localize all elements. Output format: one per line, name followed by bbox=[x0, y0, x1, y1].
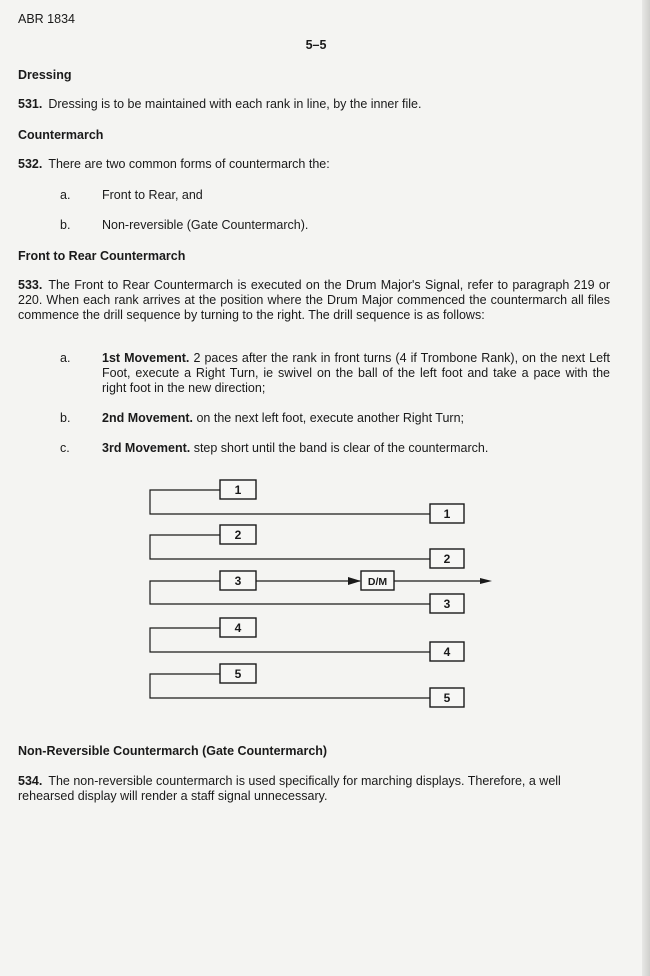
rank-label-4-front: 4 bbox=[234, 621, 242, 635]
rank-label-5-front: 5 bbox=[234, 667, 242, 681]
list-item bbox=[60, 218, 610, 233]
rank-label-4-rear: 4 bbox=[443, 645, 451, 659]
rank-label-3-front: 3 bbox=[234, 574, 242, 588]
list-letter: a. bbox=[60, 188, 71, 202]
heading-front-to-rear: Front to Rear Countermarch bbox=[18, 249, 186, 263]
list-letter: b. bbox=[60, 218, 71, 232]
list-text: 2 paces after the rank in front turns (4 if Trombone Rank), on the next Left Foot, execute a Right Turn, ie swivel on the ball of the left foot and take a pace with the right foot in the new direction; bbox=[102, 351, 610, 395]
paragraph-text: The non-reversible countermarch is used specifically for marching displays. Therefore, a well rehearsed display will render a staff signal unnecessary. bbox=[18, 774, 561, 803]
page-edge-shadow bbox=[642, 0, 650, 976]
paragraph-531 bbox=[18, 97, 610, 112]
rank-label-3-rear: 3 bbox=[443, 597, 451, 611]
rank-label-1-front: 1 bbox=[234, 483, 242, 497]
paragraph-text: There are two common forms of countermarch the: bbox=[48, 157, 330, 171]
list-letter: b. bbox=[60, 411, 71, 425]
movement-title: 3rd Movement. bbox=[102, 441, 191, 455]
heading-dressing: Dressing bbox=[18, 68, 72, 82]
list-letter: a. bbox=[60, 351, 71, 365]
list-item bbox=[60, 188, 610, 203]
drum-major-label: D/M bbox=[367, 576, 388, 588]
page-number: 5–5 bbox=[305, 38, 327, 52]
heading-countermarch: Countermarch bbox=[18, 128, 104, 142]
countermarch-diagram bbox=[0, 470, 650, 720]
list-item bbox=[60, 441, 610, 456]
list-item bbox=[60, 411, 610, 426]
paragraph-number: 534. bbox=[18, 774, 43, 788]
list-text: Non-reversible (Gate Countermarch). bbox=[102, 218, 309, 232]
paragraph-number: 531. bbox=[18, 97, 43, 111]
paragraph-number: 533. bbox=[18, 278, 43, 292]
rank-label-1-rear: 1 bbox=[443, 507, 451, 521]
movement-title: 2nd Movement. bbox=[102, 411, 193, 425]
rank-label-2-rear: 2 bbox=[443, 552, 451, 566]
paragraph-text: The Front to Rear Countermarch is executed on the Drum Major's Signal, refer to paragraph 219 or 220. When each rank arrives at the position where the Drum Major commenced the countermarch all files commence the drill sequence by turning to the right. The drill sequence is as follows: bbox=[18, 278, 610, 322]
list-text: on the next left foot, execute another Right Turn; bbox=[193, 411, 465, 425]
list-text: step short until the band is clear of the countermarch. bbox=[190, 441, 489, 455]
rank-label-5-rear: 5 bbox=[443, 691, 451, 705]
list-item bbox=[60, 351, 610, 396]
paragraph-532 bbox=[18, 157, 610, 172]
list-text: Front to Rear, and bbox=[102, 188, 203, 202]
paragraph-number: 532. bbox=[18, 157, 43, 171]
list-letter: c. bbox=[60, 441, 70, 455]
paragraph-text: Dressing is to be maintained with each rank in line, by the inner file. bbox=[48, 97, 422, 111]
paragraph-534 bbox=[18, 774, 610, 804]
paragraph-533 bbox=[18, 278, 610, 323]
rank-label-2-front: 2 bbox=[234, 528, 242, 542]
document-id: ABR 1834 bbox=[18, 12, 75, 26]
heading-non-reversible: Non-Reversible Countermarch (Gate Countermarch) bbox=[18, 744, 328, 758]
movement-title: 1st Movement. bbox=[102, 351, 190, 365]
